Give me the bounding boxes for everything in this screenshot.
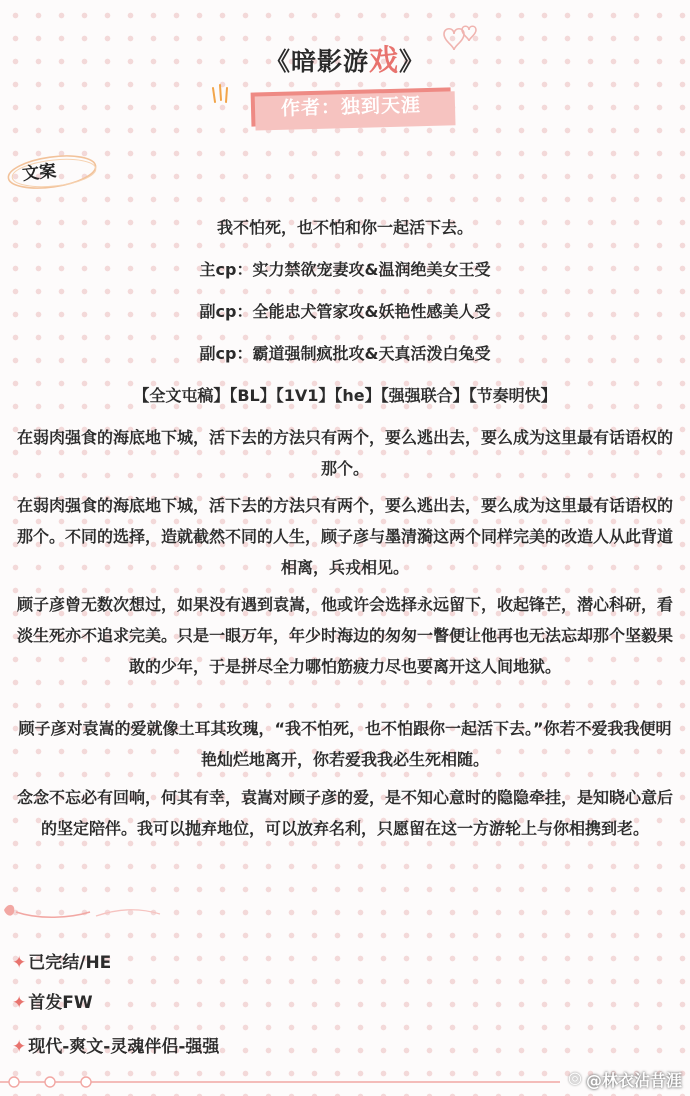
tags-line: 【全文屯稿】【BL】【1V1】【he】【强强联合】【节奏明快】 <box>133 386 557 405</box>
synopsis-paragraph: 顾子彦对袁嵩的爱就像土耳其玫瑰，“我不怕死，也不怕跟你一起活下去。”你若不爱我我便明艳灿烂地离开，你若爱我我必生死相随。 <box>18 719 672 769</box>
sub-cp-line-1: 副cp：全能忠犬管家攻&妖艳性感美人受 <box>199 302 491 321</box>
sub-cp-line-2: 副cp：霸道强制疯批攻&天真活泼白兔受 <box>199 344 491 363</box>
watermark: @林衣沾昔涯 <box>585 1071 682 1090</box>
star-icon: ✦ <box>12 993 27 1013</box>
quote-line: 我不怕死，也不怕和你一起活下去。 <box>216 218 473 237</box>
author-label: 作者：独到天涯 <box>280 94 422 120</box>
meta-status-text: 已完结/HE <box>28 953 112 973</box>
sparkle-lines-icon <box>207 82 237 106</box>
author-badge <box>251 87 452 126</box>
synopsis-paragraph: 在弱肉强食的海底地下城，活下去的方法只有两个，要么逃出去，要么成为这里最有话语权的那个。不同的选择，造就截然不同的人生，顾子彦与墨清漪这两个同样完美的改造人从此背道相离，兵戎相见。 <box>16 496 673 577</box>
book-title-part: 《暗影游 <box>264 47 369 76</box>
hearts-icon <box>436 22 484 56</box>
decorative-divider <box>0 898 200 928</box>
book-title-accent: 戏 <box>368 43 399 77</box>
synopsis-paragraph: 顾子彦曾无数次想过，如果没有遇到袁嵩，他或许会选择永远留下，收起锋芒，潜心科研，看淡生死亦不追求完美。只是一眼万年，年少时海边的匆匆一瞥便让他再也无法忘却那个坚毅果敢的少年，于是拼尽全力哪怕筋疲力尽也要离开这人间地狱。 <box>16 595 673 676</box>
meta-platform-text: 首发FW <box>28 993 93 1013</box>
book-title-close: 》 <box>399 47 426 76</box>
bottom-divider <box>0 1072 560 1092</box>
star-icon: ✦ <box>12 1037 27 1057</box>
synopsis-paragraph: 在弱肉强食的海底地下城，活下去的方法只有两个，要么逃出去，要么成为这里最有话语权的那个。 <box>16 428 673 478</box>
meta-genre <box>12 1032 219 1057</box>
star-icon: ✦ <box>12 953 27 973</box>
synopsis-paragraph: 念念不忘必有回响，何其有幸，袁嵩对顾子彦的爱，是不知心意时的隐隐牵挂，是知晓心意后的坚定陪伴。我可以抛弃地位，可以放弃名利，只愿留在这一方游轮上与你相携到老。 <box>16 788 673 838</box>
weibo-icon: ◎ <box>568 1068 582 1087</box>
meta-platform <box>12 988 93 1013</box>
main-cp-line: 主cp：实力禁欲宠妻攻&温润绝美女王受 <box>199 260 491 279</box>
title-area <box>0 38 690 79</box>
meta-genre-text: 现代-爽文-灵魂伴侣-强强 <box>28 1037 220 1057</box>
meta-status <box>12 948 111 973</box>
book-title <box>265 38 425 79</box>
section-title: 文案 <box>21 161 58 185</box>
